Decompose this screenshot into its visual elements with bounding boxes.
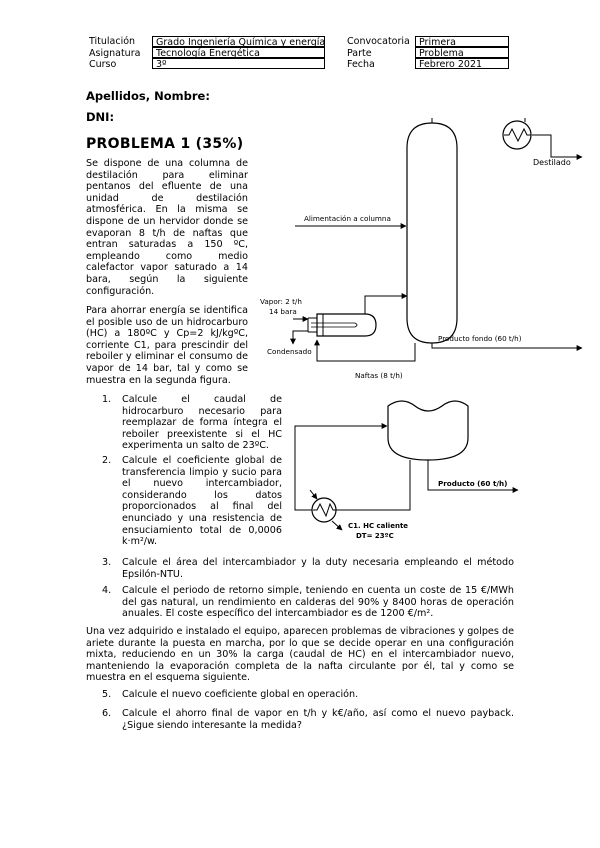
- naphtha-line: [317, 340, 415, 361]
- question-text: Calcule el área del intercambiador y la duty necesaria empleando el método Epsilón-NTU.: [122, 557, 514, 580]
- header-value-curso: 3º: [152, 58, 325, 69]
- question-number: 2.: [102, 455, 112, 466]
- problem-title: PROBLEMA 1 (35%): [86, 136, 244, 152]
- question-text: Calcule el periodo de retorno simple, teniendo en cuenta un coste de 15 €/MWh del gas natural, un rendimiento en calderas del 90% y 8400 horas de operación anuales. El coste específico del intercambiador es de 1200 €/m².: [122, 585, 514, 620]
- header-label-titulacion: Titulación: [89, 36, 136, 47]
- column-bottom: [388, 401, 468, 460]
- header-value-convocatoria: Primera: [415, 36, 509, 47]
- product-label: Producto (60 t/h): [438, 479, 508, 488]
- question-number: 5.: [102, 689, 112, 700]
- c1-label-2: DT= 23ºC: [356, 532, 394, 540]
- question-4: [102, 585, 514, 620]
- question-3: [102, 557, 514, 580]
- header-value-titulacion: Grado Ingeniería Química y energía: [152, 36, 325, 47]
- question-number: 1.: [102, 394, 112, 405]
- header-label-convocatoria: Convocatoria: [347, 36, 410, 47]
- figure-column-reboiler: [255, 118, 585, 390]
- distillation-column: [407, 123, 457, 343]
- question-5: [102, 689, 514, 701]
- steam-label-2: 14 bara: [269, 307, 297, 316]
- question-text: Calcule el ahorro final de vapor en t/h y k€/año, así como el nuevo payback. ¿Sigue siendo interesante la medida?: [122, 708, 514, 731]
- header-label-fecha: Fecha: [347, 59, 375, 70]
- header-label-asignatura: Asignatura: [89, 48, 141, 59]
- question-number: 4.: [102, 585, 112, 596]
- question-2: [102, 455, 282, 548]
- condensate-label: Condensado: [267, 347, 312, 356]
- name-label: Apellidos, Nombre:: [86, 89, 210, 103]
- naphtha-label: Naftas (8 t/h): [355, 371, 403, 380]
- hc-inlet-line: [310, 490, 317, 499]
- steam-label-1: Vapor: 2 t/h: [260, 297, 302, 306]
- naphtha-recirc-return: [295, 426, 387, 510]
- c1-label-1: C1. HC caliente: [348, 522, 409, 530]
- mid-paragraph: Una vez adquirido e instalado el equipo, aparecen problemas de vibraciones y golpes de ariete durante la puesta en marcha, por lo que se decide operar en una configuración mixta, reduciendo en un 30% la carga (caudal de HC) en el intercambiador nuevo, manteniendo la evaporación completa de la nafta circulante por él, tal y como se muestra en el esquema siguiente.: [86, 626, 514, 684]
- question-text: Calcule el caudal de hidrocarburo necesario para reemplazar de forma íntegra el reboiler preexistente si el HC experimenta un salto de 23ºC.: [122, 394, 282, 452]
- question-6: [102, 708, 514, 731]
- naphtha-recirc-out: [336, 460, 410, 510]
- question-text: Calcule el coeficiente global de transferencia limpio y sucio para el nuevo intercambiador, considerando los datos proporcionados al final del enunciado y una resistencia de ensuciamiento total de 0,0006 k·m²/w.: [122, 455, 282, 548]
- header-label-curso: Curso: [89, 59, 117, 70]
- hc-outlet-line: [332, 521, 342, 530]
- intro-paragraph-1: Se dispone de una columna de destilación para eliminar pentanos del efluente de una unidad de destilación atmosférica. En la misma se dispone de un hervidor donde se evaporan 8 t/h de naftas que entran saturadas a 150 ºC, empleando como medio calefactor vapor saturado a 14 bara, según la siguiente configuración.: [86, 158, 248, 297]
- condensate-line: [293, 331, 308, 344]
- intro-paragraph-2: Para ahorrar energía se identifica el posible uso de un hidrocarburo (HC) a 180ºC y Cp=2 kJ/kgºC, corriente C1, para prescindir del reboiler y eliminar el consumo de vapor de 14 bar, tal y como se muestra en la segunda figura.: [86, 305, 248, 386]
- bottoms-line: [432, 343, 582, 348]
- feed-label: Alimentación a columna: [304, 214, 391, 223]
- header-value-parte: Problema: [415, 47, 509, 58]
- question-text: Calcule el nuevo coeficiente global en operación.: [122, 689, 359, 700]
- reboiler-icon: [317, 314, 376, 336]
- bottoms-label: Producto fondo (60 t/h): [438, 334, 522, 343]
- header-value-asignatura: Tecnología Energética: [152, 47, 325, 58]
- distillate-line: [532, 135, 582, 157]
- distillate-label: Destilado: [533, 158, 571, 167]
- header-value-fecha: Febrero 2021: [415, 58, 509, 69]
- question-number: 3.: [102, 557, 112, 568]
- question-1: [102, 394, 282, 452]
- question-number: 6.: [102, 708, 112, 719]
- figure-hc-exchanger: [290, 398, 530, 546]
- vapor-return-line: [365, 296, 407, 314]
- header-label-parte: Parte: [347, 48, 372, 59]
- dni-label: DNI:: [86, 110, 115, 124]
